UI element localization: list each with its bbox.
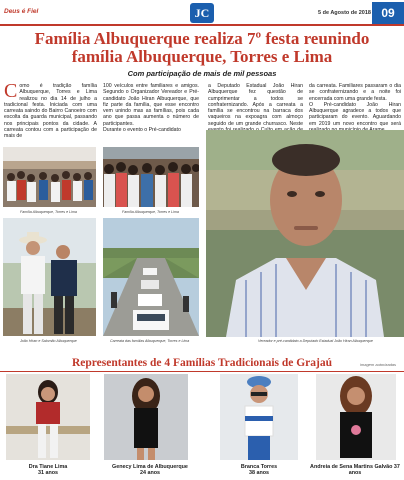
page-number: 09	[372, 2, 404, 24]
jc-logo: JC	[190, 3, 214, 23]
person-2-label	[100, 464, 200, 476]
drop-cap: C	[4, 80, 18, 102]
image-credit: imagem autorizadas	[360, 362, 397, 367]
person-3-name: Branca Torres	[240, 464, 278, 470]
page-header	[0, 0, 404, 27]
caption-photo-3: João Hiran e Salomão Albuquerque	[20, 339, 77, 343]
photo-person-4	[316, 374, 396, 460]
portrait-image	[206, 130, 404, 337]
header-motto: Deus é Fiel	[4, 8, 39, 15]
person-1-name: Dra Tiane Lima	[28, 464, 68, 470]
person-2-age: 24 anos	[139, 470, 161, 477]
article-title-line1: Família Albuquerque realiza 7º festa reunindo	[34, 29, 370, 48]
person-1-age: 31 anos	[37, 470, 59, 477]
person-2-name: Genecy Lima de Albuquerque	[112, 464, 188, 470]
crowd-image	[103, 147, 199, 207]
person-4-name: Andreia de Sena Martins Galvão 37	[310, 464, 400, 470]
woman-portrait-image	[104, 374, 188, 460]
article-column-1	[4, 80, 97, 140]
caption-portrait: Vereador e pré-candidato a Deputado Estadual João Hiran Albuquerque	[258, 339, 373, 343]
photo-family-gathering-1	[3, 147, 96, 207]
person-3-label	[218, 464, 300, 476]
column-1-text: omo é tradição família Albuquerque, Torres e Lima realizou no dia 14 de julho a tradicional festa. Iniciada com uma carreata saindo do Bairro Canoeiro com escolta da guarda municipal, passando nos principais pontos da cidade. A carreata contou com a participação de mais de	[4, 83, 97, 140]
section-title: Representantes de 4 Famílias Tradicionais de Grajaú	[71, 357, 333, 369]
article-title-line2: família Albuquerque, Torres e Lima	[71, 47, 333, 66]
caption-photo-1: Família Albuquerque, Torres e Lima	[20, 210, 77, 214]
woman-portrait-image	[316, 374, 396, 460]
woman-portrait-image	[6, 374, 90, 460]
caption-photo-2: Família Albuquerque, Torres e Lima	[122, 210, 179, 214]
woman-portrait-image	[220, 374, 298, 460]
crowd-tent-image	[3, 147, 96, 207]
two-men-image	[3, 218, 96, 336]
section-divider	[0, 371, 404, 372]
photo-family-gathering-2	[103, 147, 199, 207]
article-column-3: a Deputado Estadual João Hiran Albuquerque fez questão de cumprimentar a todos se confraternizando. Após a carreata a família se encontrou na barraca dos vaqueiros na expoagra com almoço seguido de um grande churrasco. Neste	[208, 83, 303, 127]
photo-joao-hiran-salomao	[3, 218, 96, 336]
photo-carreata	[103, 218, 199, 336]
motorcade-image	[103, 218, 199, 336]
photo-portrait-joao-hiran	[206, 130, 404, 337]
issue-date: 5 de Agosto de 2018	[318, 10, 371, 16]
caption-photo-4: Carreata das famílias Albuquerque, Torres e Lima	[110, 339, 190, 343]
article-column-2: 100 veículos entre familiares e amigos. Segundo o Organizador Vereador e Pré-candidato João Hiran Albuquerque, que fiz parte da família, que esse encontro vem unindo mas as famílias, pois cada ano que passa aumenta o número de participantes. Durante o evento o Pré-candidato	[103, 83, 199, 134]
person-3-age: 38 anos	[248, 470, 270, 477]
person-4-label	[306, 464, 404, 476]
photo-person-3	[220, 374, 298, 460]
article-title	[10, 30, 394, 66]
photo-person-2	[104, 374, 188, 460]
person-1-label	[4, 464, 92, 476]
photo-person-1	[6, 374, 90, 460]
person-4-age: anos	[348, 470, 362, 477]
header-divider	[0, 24, 404, 26]
article-column-4: da carreata. Familiares passaram o dia se confraternizando e a noite foi encerrada com uma grande festa. O Pré-candidato João Hiran Albuquerque agradece a todos que participaram do evento. Aguardando em 2019 um novo encontro que será	[309, 83, 401, 127]
article-subtitle: Com participação de mais de mil pessoas	[127, 69, 277, 78]
